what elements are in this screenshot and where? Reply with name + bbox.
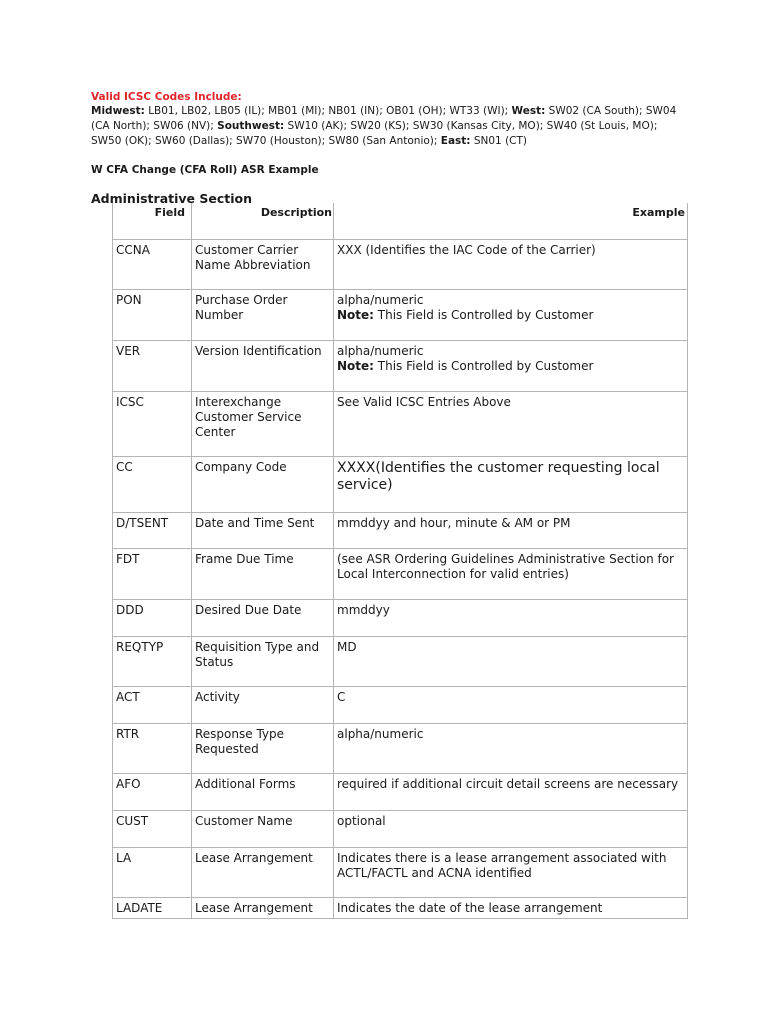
description-cell: Lease Arrangement: [192, 898, 334, 919]
field-cell: D/TSENT: [113, 513, 192, 549]
header-description: Description: [192, 203, 334, 240]
example-cell: mmddyy: [334, 600, 688, 637]
example-cell: XXX (Identifies the IAC Code of the Carrier): [334, 240, 688, 290]
table-row: [113, 513, 688, 549]
example-cell: XXXX(Identifies the customer requesting local service): [334, 457, 688, 513]
field-cell: CUST: [113, 811, 192, 848]
west-label: West:: [511, 105, 546, 117]
example-text: alpha/numeric: [337, 344, 424, 358]
description-cell: Version Identification: [192, 341, 334, 392]
table-row: [113, 848, 688, 898]
example-text: alpha/numeric: [337, 293, 424, 307]
midwest-label: Midwest:: [91, 105, 145, 117]
field-cell: RTR: [113, 724, 192, 774]
table-row: [113, 341, 688, 392]
example-cell: Indicates there is a lease arrangement associated with ACTL/FACTL and ACNA identified: [334, 848, 688, 898]
field-cell: ICSC: [113, 392, 192, 457]
field-cell: REQTYP: [113, 637, 192, 687]
note-text: This Field is Controlled by Customer: [373, 308, 594, 322]
field-cell: AFO: [113, 774, 192, 811]
table-row: [113, 392, 688, 457]
description-cell: Activity: [192, 687, 334, 724]
table-row: [113, 549, 688, 600]
description-cell: Lease Arrangement: [192, 848, 334, 898]
example-cell: (see ASR Ordering Guidelines Administrative Section for Local Interconnection for valid entries): [334, 549, 688, 600]
field-cell: VER: [113, 341, 192, 392]
example-title: W CFA Change (CFA Roll) ASR Example: [91, 164, 319, 176]
southwest-label: Southwest:: [217, 120, 285, 132]
field-cell: ACT: [113, 687, 192, 724]
table-row: [113, 457, 688, 513]
midwest-codes: LB01, LB02, LB05 (IL); MB01 (MI); NB01 (IN); OB01 (OH); WT33 (WI);: [144, 105, 512, 117]
field-cell: CC: [113, 457, 192, 513]
example-cell: MD: [334, 637, 688, 687]
example-cell: [334, 341, 688, 392]
description-cell: Date and Time Sent: [192, 513, 334, 549]
field-cell: CCNA: [113, 240, 192, 290]
description-cell: Customer Name: [192, 811, 334, 848]
description-cell: Company Code: [192, 457, 334, 513]
table-row: [113, 898, 688, 919]
southwest-codes: SW10 (AK); SW20 (KS); SW30 (Kansas City, MO); SW40 (St Louis, MO); SW50 (OK); SW60 (Dallas); SW70 (Houston); SW80 (San Antonio);: [91, 120, 658, 147]
note-label: Note:: [337, 359, 374, 373]
field-cell: FDT: [113, 549, 192, 600]
table-row: [113, 811, 688, 848]
description-cell: Response Type Requested: [192, 724, 334, 774]
field-cell: LADATE: [113, 898, 192, 919]
table-header-row: [113, 203, 688, 240]
description-cell: Desired Due Date: [192, 600, 334, 637]
description-cell: Frame Due Time: [192, 549, 334, 600]
valid-icsc-codes-list: [91, 104, 691, 149]
document-page: [91, 90, 691, 206]
example-cell: optional: [334, 811, 688, 848]
field-cell: DDD: [113, 600, 192, 637]
example-cell: C: [334, 687, 688, 724]
example-cell: alpha/numeric: [334, 724, 688, 774]
section-title: Administrative Section: [91, 191, 253, 206]
description-cell: Customer Carrier Name Abbreviation: [192, 240, 334, 290]
note-text: This Field is Controlled by Customer: [373, 359, 594, 373]
description-cell: Interexchange Customer Service Center: [192, 392, 334, 457]
table-row: [113, 724, 688, 774]
example-cell: Indicates the date of the lease arrangement: [334, 898, 688, 919]
table-row: [113, 687, 688, 724]
west-codes: SW02 (CA South); SW04 (CA North); SW06 (NV);: [91, 105, 677, 132]
field-cell: LA: [113, 848, 192, 898]
table-row: [113, 774, 688, 811]
example-cell: See Valid ICSC Entries Above: [334, 392, 688, 457]
field-cell: PON: [113, 290, 192, 341]
note-label: Note:: [337, 308, 374, 322]
header-field: Field: [113, 203, 192, 240]
example-cell: [334, 290, 688, 341]
description-cell: Purchase Order Number: [192, 290, 334, 341]
description-cell: Requisition Type and Status: [192, 637, 334, 687]
header-example: Example: [334, 203, 688, 240]
table-row: [113, 290, 688, 341]
example-cell: mmddyy and hour, minute & AM or PM: [334, 513, 688, 549]
table-row: [113, 600, 688, 637]
valid-icsc-codes-title: Valid ICSC Codes Include:: [91, 91, 242, 103]
description-cell: Additional Forms: [192, 774, 334, 811]
administrative-section-table: [112, 203, 688, 919]
table-row: [113, 240, 688, 290]
east-codes: SN01 (CT): [470, 135, 528, 147]
example-cell: required if additional circuit detail screens are necessary: [334, 774, 688, 811]
east-label: East:: [440, 135, 471, 147]
table-row: [113, 637, 688, 687]
